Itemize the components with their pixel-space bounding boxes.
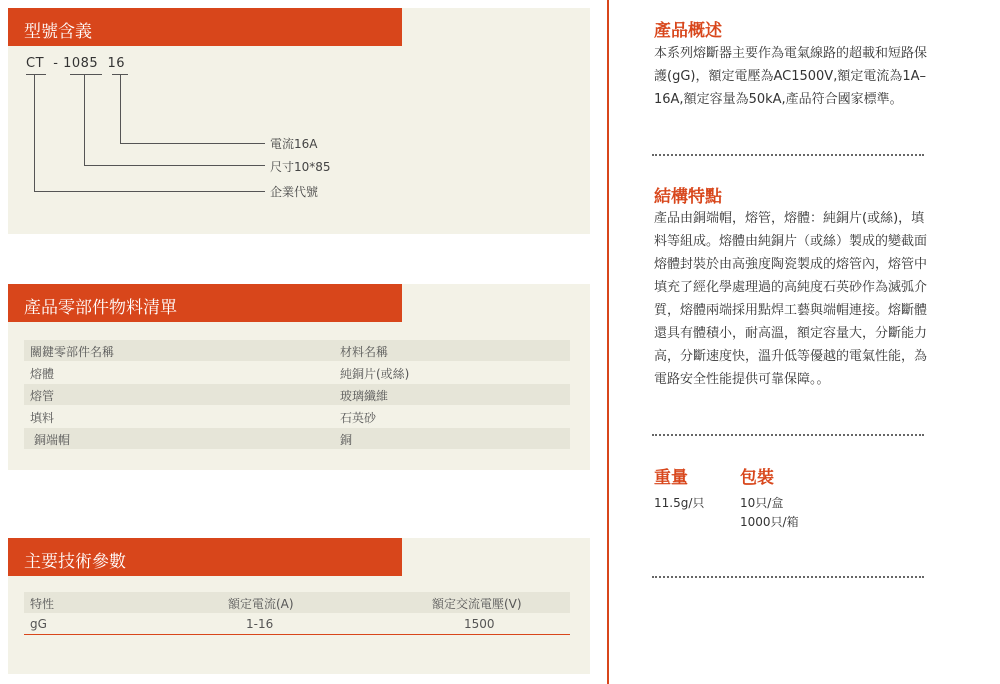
characteristic-value: gG xyxy=(30,617,47,631)
parts-list-title: 產品零部件物料清單 xyxy=(8,284,402,322)
part-name: 填料 xyxy=(30,411,55,425)
table-row xyxy=(24,614,570,635)
params-header-voltage: 額定交流電壓(V) xyxy=(432,597,522,611)
label-current: 電流16A xyxy=(270,137,318,151)
features-title: 結構特點 xyxy=(654,187,722,207)
dotted-divider xyxy=(652,434,924,436)
label-size: 尺寸10*85 xyxy=(270,160,331,174)
params-header-row xyxy=(24,592,570,613)
features-text: 產品由銅端帽，熔管，熔體：純銅片(或絲)，填料等組成。熔體由純銅片（或絲）製成的變截面熔體封裝於由高強度陶瓷製成的熔管內，熔管中填充了經化學處理過的高純度石英砂作為滅弧介質，熔體兩端採用點焊工藝與端帽連接。熔斷體還具有體積小，耐高溫，額定容量大，分斷能力高，分斷速度快，溫升低等優越的電氣性能，為電路安全性能提供可靠保障。。 xyxy=(654,211,928,387)
voltage-value: 1500 xyxy=(464,617,495,631)
part-name: 熔體 xyxy=(30,367,55,381)
part-name: 熔管 xyxy=(30,389,55,403)
packing-title: 包裝 xyxy=(740,468,774,488)
parts-header-material: 材料名稱 xyxy=(340,345,389,359)
parts-header-part: 關鍵零部件名稱 xyxy=(30,345,115,359)
weight-title: 重量 xyxy=(654,468,688,488)
params-header-characteristic: 特性 xyxy=(30,597,55,611)
material-name: 石英砂 xyxy=(340,411,377,425)
packing-value-box: 10只/盒 xyxy=(740,496,784,510)
part-name: 銅端帽 xyxy=(34,433,71,447)
model-meaning-title: 型號含義 xyxy=(8,8,402,46)
packing-value-case: 1000只/箱 xyxy=(740,515,799,529)
current-value: 1-16 xyxy=(246,617,274,631)
dotted-divider xyxy=(652,576,924,578)
overview-text: 本系列熔斷器主要作為電氣線路的超載和短路保護(gG)，額定電壓為AC1500V,額定電流為1A–16A,額定容量為50kA,產品符合國家標準。 xyxy=(654,46,928,107)
model-code: CT - 1085 16 xyxy=(26,56,125,71)
overview-title: 產品概述 xyxy=(654,21,722,41)
material-name: 純銅片(或絲) xyxy=(340,367,410,381)
parts-header-row xyxy=(24,340,570,361)
table-row xyxy=(24,428,570,449)
params-header-current: 額定電流(A) xyxy=(228,597,294,611)
material-name: 銅 xyxy=(340,433,353,447)
table-row xyxy=(24,362,570,383)
dotted-divider xyxy=(652,154,924,156)
tech-params-title: 主要技術參數 xyxy=(8,538,402,576)
column-divider xyxy=(607,0,609,684)
material-name: 玻璃纖維 xyxy=(340,389,389,403)
weight-value: 11.5g/只 xyxy=(654,496,705,510)
table-row xyxy=(24,384,570,405)
label-company-code: 企業代號 xyxy=(270,185,319,199)
table-row xyxy=(24,406,570,427)
